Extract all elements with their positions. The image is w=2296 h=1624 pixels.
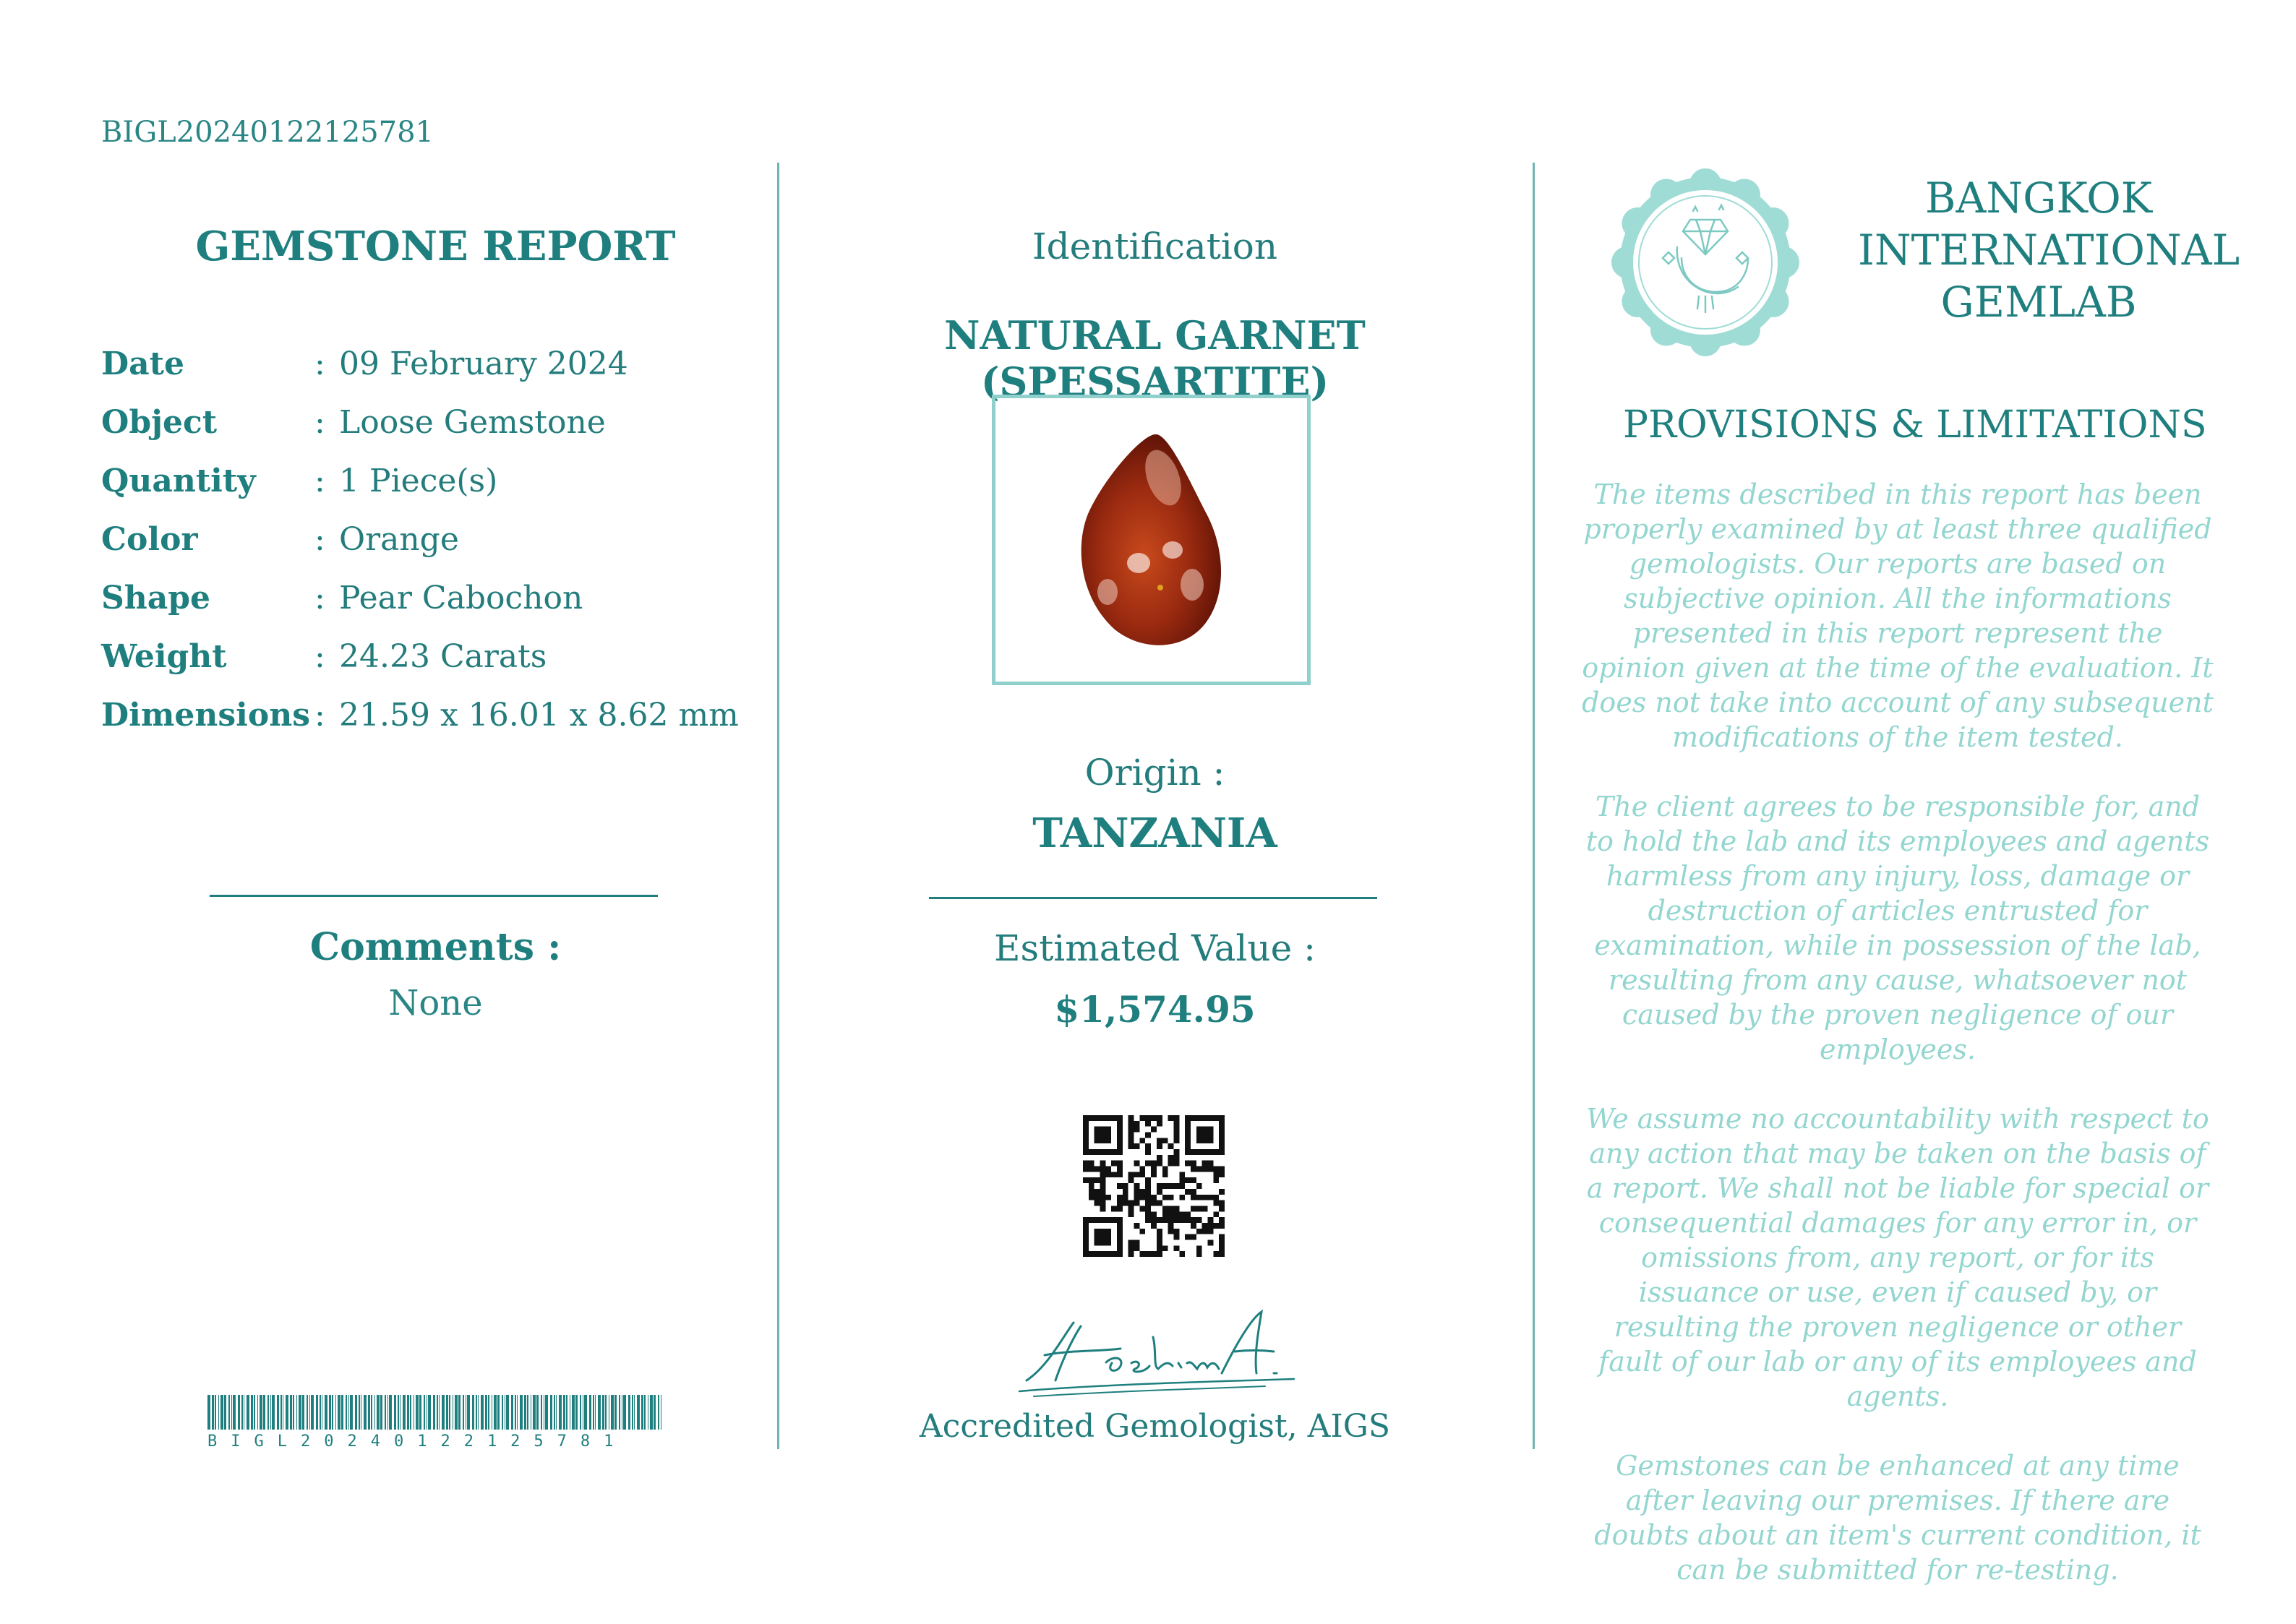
detail-row-dimensions: [101, 697, 752, 755]
detail-label: Date: [101, 345, 184, 382]
detail-colon: :: [314, 697, 325, 734]
gemologist-title: Accredited Gemologist, AIGS: [919, 1408, 1391, 1445]
signature: [1005, 1294, 1301, 1402]
detail-label: Color: [101, 521, 198, 558]
gemstone-image: [995, 398, 1307, 682]
detail-value: Loose Gemstone: [339, 404, 606, 441]
detail-row-object: [101, 404, 752, 463]
origin-value: TANZANIA: [1032, 809, 1277, 857]
report-id: BIGL20240122125781: [101, 116, 434, 149]
detail-row-date: [101, 345, 752, 404]
origin-label: Origin :: [1084, 752, 1225, 794]
detail-label: Weight: [101, 638, 227, 675]
identification-value: NATURAL GARNET (SPESSARTITE): [944, 312, 1366, 405]
provisions-paragraph-4: Gemstones can be enhanced at any time after leaving our premises. If there are doubts about an item's current condition, it can be submitted for re-testing.: [1594, 1450, 2201, 1586]
detail-row-weight: [101, 638, 752, 697]
comments-value: None: [388, 983, 483, 1023]
provisions-title: PROVISIONS & LIMITATIONS: [1623, 403, 2207, 447]
provisions-paragraph-3: We assume no accountability with respect to any action that may be taken on the basis of a report. We shall not be liable for special or consequential damages for any error in, or omissions from, any report, or for its issuance or use, even if caused by, or resulting the proven negligence or other fault of our lab or any of its employees and agents.: [1586, 1103, 2209, 1412]
detail-value: 24.23 Carats: [339, 638, 547, 675]
lab-name-line-1: BANGKOK: [1924, 173, 2153, 223]
provisions-text: [1580, 477, 2216, 1622]
detail-colon: :: [314, 638, 325, 675]
barcode-text: BIGL20240122125781: [207, 1432, 627, 1451]
report-title: GEMSTONE REPORT: [195, 223, 676, 270]
detail-colon: :: [314, 521, 325, 558]
lab-name-line-3: GEMLAB: [1940, 278, 2137, 327]
detail-colon: :: [314, 463, 325, 499]
detail-row-color: [101, 521, 752, 580]
detail-label: Dimensions: [101, 697, 311, 734]
detail-value: 09 February 2024: [339, 345, 628, 382]
provisions-paragraph-1: The items described in this report has been properly examined by at least three qualified gemologists. Our reports are based on subjective opinion. All the informations presented in this report represent the opinion given at the time of the evaluation. It does not take into account of any subsequent modifications of the item tested.: [1582, 478, 2214, 753]
comments-divider: [210, 895, 658, 897]
detail-value: Orange: [339, 521, 459, 558]
identification-label: Identification: [1032, 225, 1278, 267]
detail-value: Pear Cabochon: [339, 580, 583, 616]
detail-colon: :: [314, 404, 325, 441]
detail-row-shape: [101, 580, 752, 638]
lab-seal-logo: [1611, 168, 1800, 357]
estimated-value-label: Estimated Value :: [994, 927, 1316, 969]
provisions-paragraph-2: The client agrees to be responsible for, and to hold the lab and its employees and agents harmless from any injury, loss, damage or destruction of articles entrusted for examination, while in possession of the lab, resulting from any cause, whatsoever not caused by the proven negligence of our employees.: [1585, 791, 2210, 1065]
qr-code: [1083, 1115, 1225, 1257]
comments-title: Comments :: [309, 925, 562, 969]
barcode: [207, 1395, 663, 1430]
detail-label: Shape: [101, 580, 211, 616]
detail-row-quantity: [101, 463, 752, 521]
gemstone-photo-frame: [992, 395, 1311, 685]
detail-colon: :: [314, 580, 325, 616]
details-list: [101, 345, 752, 755]
detail-value: 1 Piece(s): [339, 463, 498, 499]
column-divider-right: [1533, 163, 1535, 1449]
value-divider: [929, 897, 1377, 899]
lab-name-line-2: INTERNATIONAL: [1858, 225, 2240, 275]
lab-name: [1858, 172, 2240, 328]
detail-label: Object: [101, 404, 218, 441]
detail-label: Quantity: [101, 463, 256, 499]
estimated-value-amount: $1,574.95: [1054, 988, 1256, 1031]
detail-colon: :: [314, 345, 325, 382]
detail-value: 21.59 x 16.01 x 8.62 mm: [339, 697, 739, 734]
